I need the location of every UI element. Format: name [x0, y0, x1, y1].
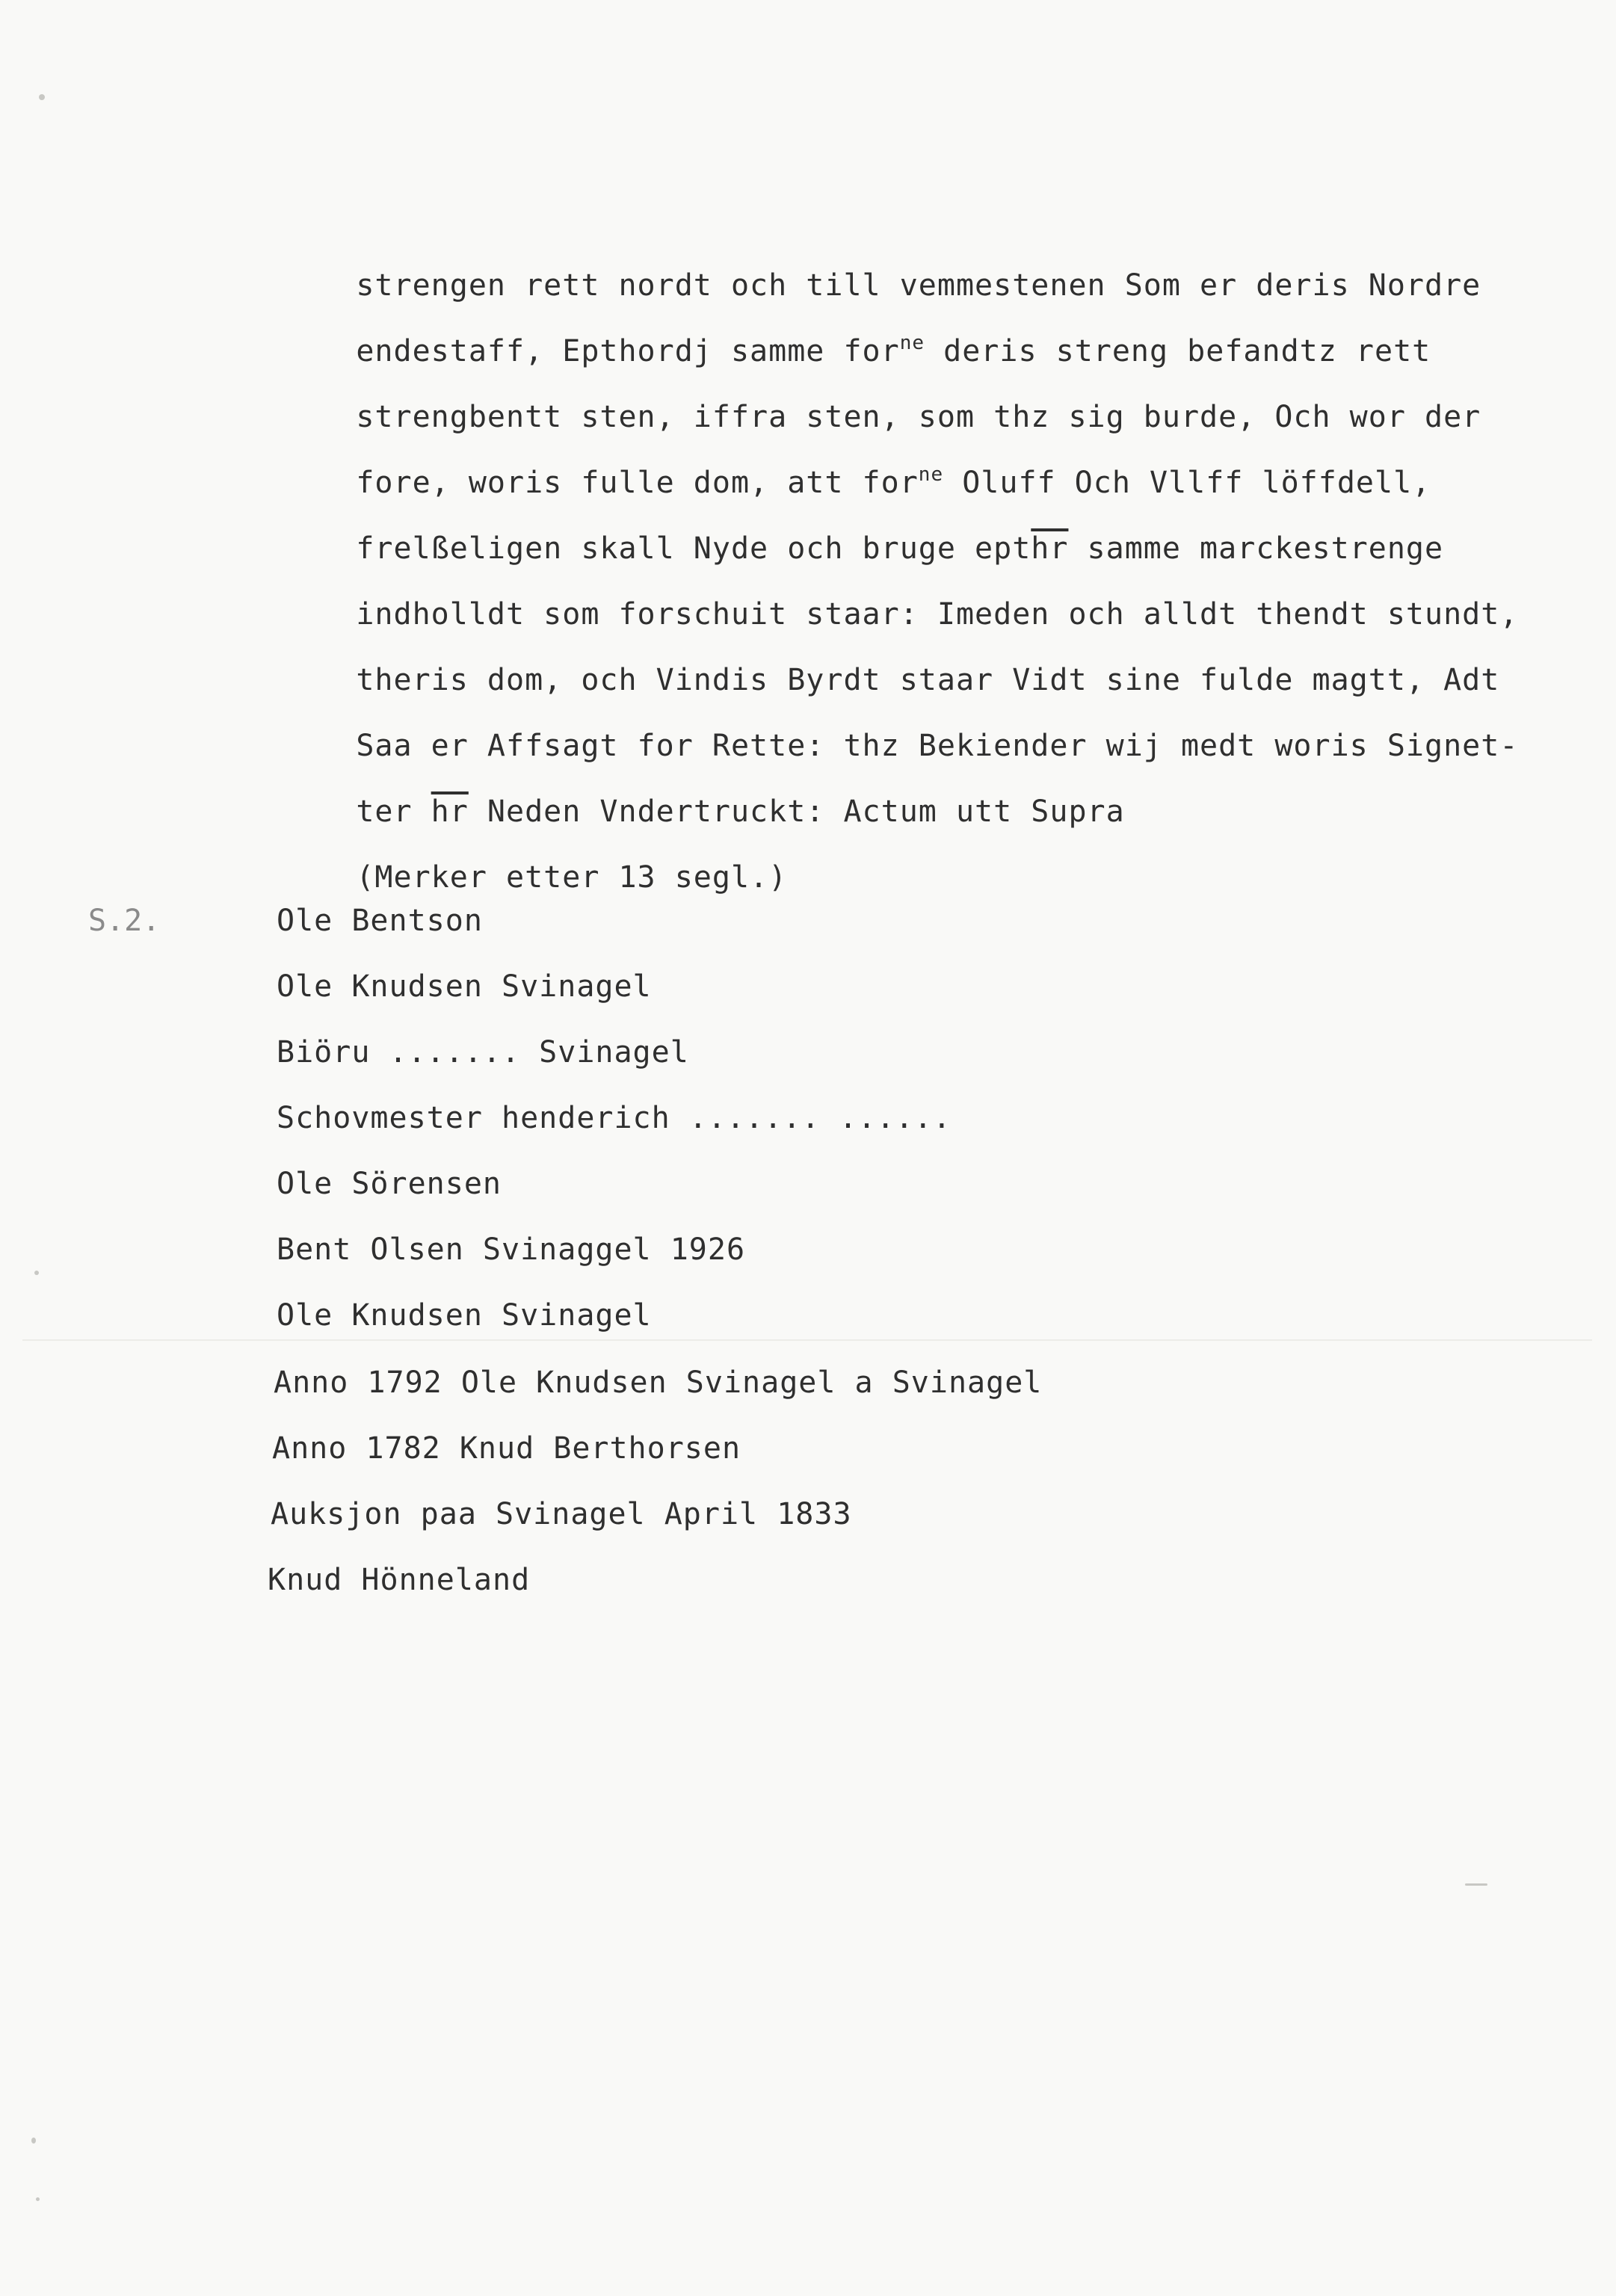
superscript-abbreviation: ne: [918, 463, 944, 486]
name-entry: Ole Knudsen Svinagel: [277, 1298, 652, 1333]
page-fold-line: [22, 1339, 1592, 1341]
name-entry: Anno 1782 Knud Berthorsen: [272, 1431, 741, 1466]
text-line-content: endestaff, Epthordj samme for: [356, 334, 900, 368]
name-entry: Ole Sörensen: [277, 1167, 502, 1201]
text-line-content: ter: [356, 794, 431, 829]
name-entry: Auksjon paa Svinagel April 1833: [271, 1497, 852, 1531]
name-entry: Knud Hönneland: [268, 1563, 531, 1597]
text-line-content: deris streng befandtz rett: [925, 334, 1431, 368]
text-line-content: Saa er Affsagt for Rette: thz Bekiender wij medt woris Signet-: [356, 729, 1519, 763]
paper-speck: [39, 94, 45, 100]
name-entry: Schovmester henderich ....... ......: [277, 1101, 952, 1135]
paper-speck: [31, 2138, 36, 2144]
text-line-content: indholldt som forschuit staar: Imeden och alldt thendt stundt,: [356, 597, 1519, 632]
text-line-content: (Merker etter 13 segl.): [356, 860, 788, 895]
name-entry: Ole Bentson: [277, 904, 483, 938]
name-entry: Anno 1792 Ole Knudsen Svinagel a Svinagel: [274, 1365, 1043, 1400]
superscript-abbreviation: ne: [899, 332, 925, 354]
overlined-abbreviation: $\overline{hr}$: [431, 794, 469, 829]
name-entry: Bent Olsen Svinaggel 1926: [277, 1232, 746, 1267]
paper-speck: [1465, 1883, 1487, 1886]
text-line-content: frelßeligen skall Nyde och bruge ept: [356, 531, 1031, 566]
text-line-content: theris dom, och Vindis Byrdt staar Vidt sine fulde magtt, Adt: [356, 663, 1500, 697]
section-label: S.2.: [88, 904, 161, 938]
text-line-content: strengbentt sten, iffra sten, som thz sig burde, Och wor der: [356, 400, 1481, 434]
text-line-content: samme marckestrenge: [1068, 531, 1444, 566]
text-line-content: fore, woris fulle dom, att for: [356, 466, 919, 500]
paper-speck: [36, 2197, 40, 2201]
text-line-content: Oluff Och Vllff löffdell,: [943, 466, 1431, 500]
overlined-abbreviation: $\overline{hr}$: [1031, 531, 1069, 566]
text-line-content: strengen rett nordt och till vemmestenen Som er deris Nordre: [356, 268, 1481, 303]
text-line-content: Neden Vndertruckt: Actum utt Supra: [468, 794, 1125, 829]
paper-speck: [34, 1271, 39, 1275]
name-entry: Biöru ....... Svinagel: [277, 1035, 689, 1070]
name-entry: Ole Knudsen Svinagel: [277, 969, 652, 1004]
